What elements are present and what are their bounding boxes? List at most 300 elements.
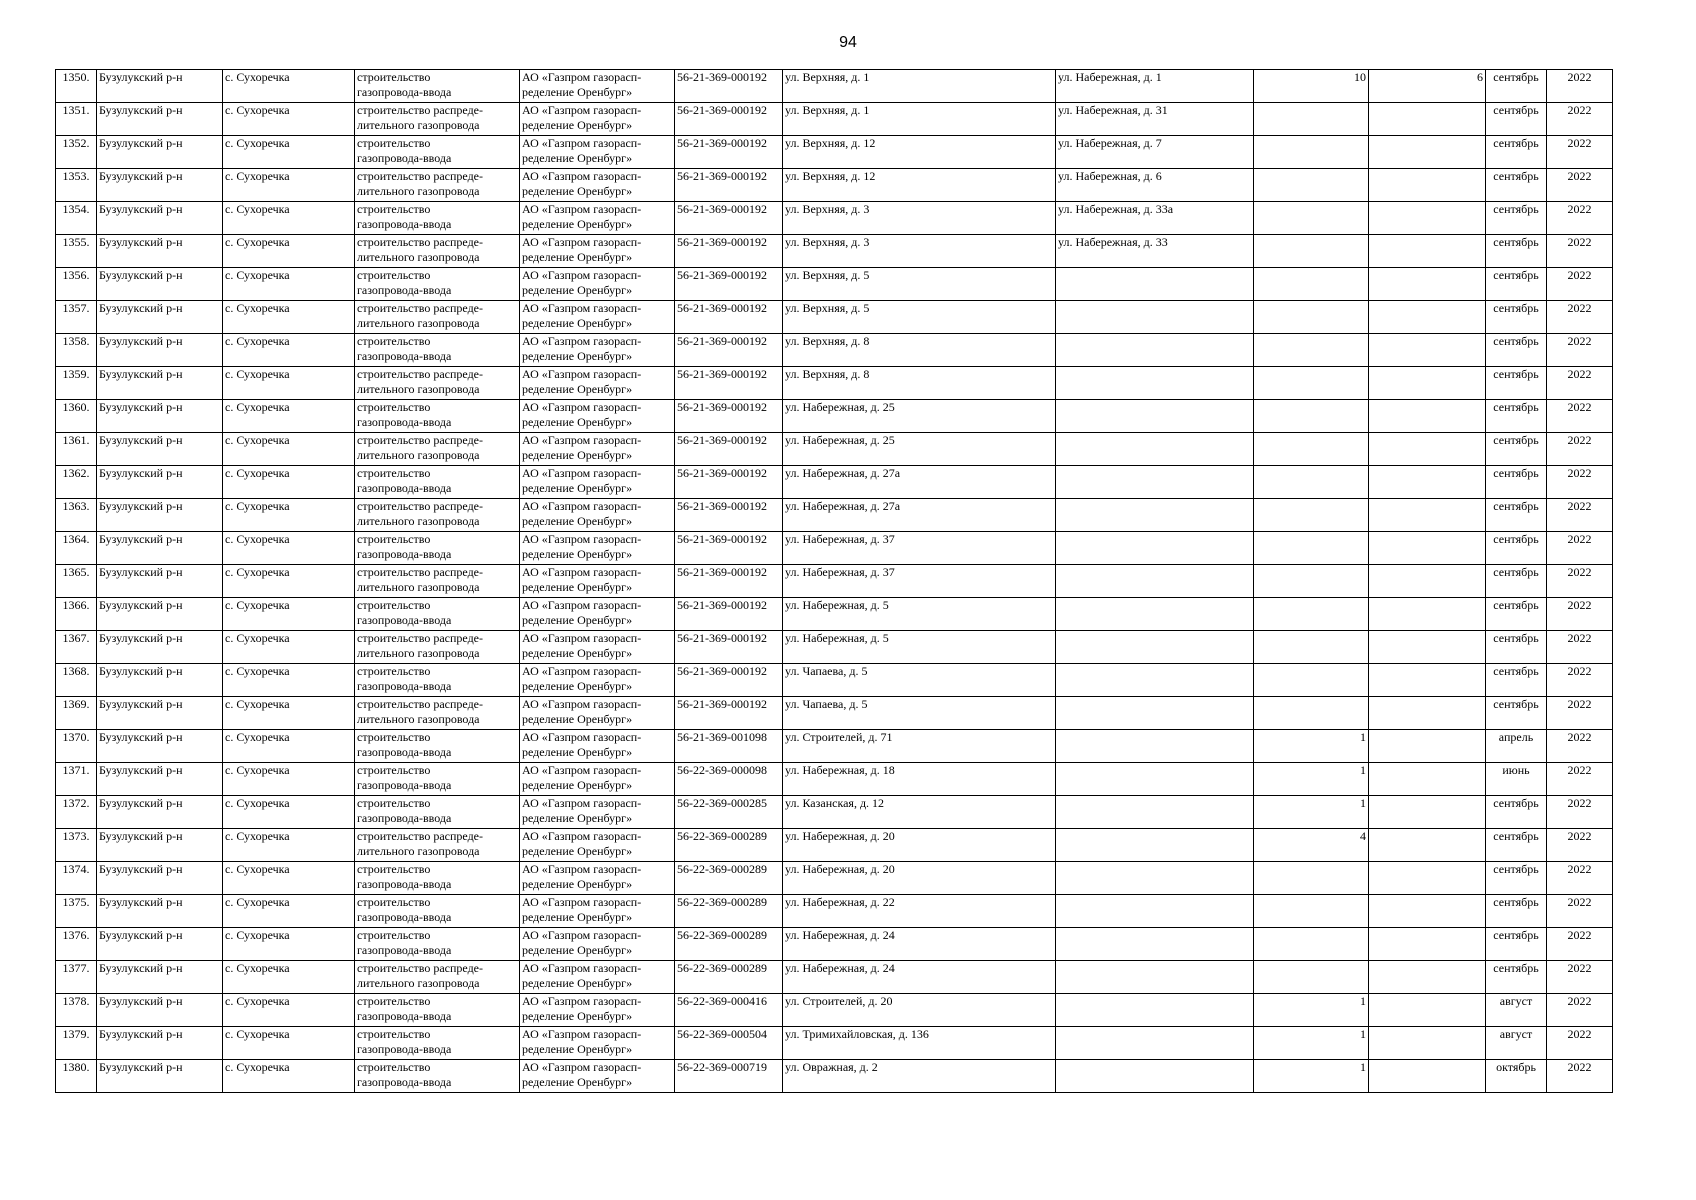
cell-object-code: 56-22-369-000289 (675, 928, 783, 961)
cell-object-code: 56-21-369-000192 (675, 301, 783, 334)
cell-organization-line: АО «Газпром газорасп- (522, 895, 642, 909)
cell-work-type (355, 532, 520, 565)
cell-year: 2022 (1547, 631, 1613, 664)
cell-quantity-1 (1254, 631, 1369, 664)
cell-district: Бузулукский р-н (97, 763, 223, 796)
table-row (56, 268, 1613, 301)
cell-village: с. Сухоречка (223, 763, 355, 796)
cell-row-number: 1357. (56, 301, 97, 334)
cell-organization-line: ределение Оренбург» (522, 316, 633, 330)
cell-organization (520, 103, 675, 136)
cell-row-number: 1372. (56, 796, 97, 829)
cell-work-type-line: строительство распреде- (357, 631, 483, 645)
cell-organization (520, 334, 675, 367)
cell-work-type (355, 70, 520, 103)
cell-organization-line: ределение Оренбург» (522, 118, 633, 132)
cell-district: Бузулукский р-н (97, 301, 223, 334)
cell-address: ул. Набережная, д. 5 (783, 631, 1056, 664)
cell-year: 2022 (1547, 598, 1613, 631)
cell-village: с. Сухоречка (223, 961, 355, 994)
cell-quantity-2 (1369, 697, 1486, 730)
cell-row-number: 1373. (56, 829, 97, 862)
cell-month: сентябрь (1486, 499, 1547, 532)
cell-work-type (355, 268, 520, 301)
cell-work-type (355, 334, 520, 367)
cell-quantity-1: 1 (1254, 1060, 1369, 1093)
cell-work-type (355, 895, 520, 928)
cell-row-number: 1352. (56, 136, 97, 169)
cell-work-type-line: строительство (357, 202, 431, 216)
cell-connected-address (1056, 895, 1254, 928)
cell-village: с. Сухоречка (223, 796, 355, 829)
cell-object-code: 56-22-369-000285 (675, 796, 783, 829)
cell-organization (520, 928, 675, 961)
cell-work-type-line: строительство (357, 532, 431, 546)
cell-village: с. Сухоречка (223, 598, 355, 631)
cell-work-type-line: газопровода-ввода (357, 151, 452, 165)
table-row (56, 532, 1613, 565)
cell-quantity-2 (1369, 466, 1486, 499)
cell-address: ул. Чапаева, д. 5 (783, 697, 1056, 730)
cell-connected-address (1056, 763, 1254, 796)
cell-district: Бузулукский р-н (97, 928, 223, 961)
cell-work-type-line: газопровода-ввода (357, 349, 452, 363)
cell-year: 2022 (1547, 532, 1613, 565)
cell-work-type-line: строительство (357, 136, 431, 150)
cell-district: Бузулукский р-н (97, 598, 223, 631)
cell-year: 2022 (1547, 433, 1613, 466)
cell-row-number: 1379. (56, 1027, 97, 1060)
cell-address: ул. Верхняя, д. 1 (783, 70, 1056, 103)
cell-work-type (355, 730, 520, 763)
cell-month: сентябрь (1486, 70, 1547, 103)
cell-object-code: 56-22-369-000289 (675, 895, 783, 928)
cell-village: с. Сухоречка (223, 1027, 355, 1060)
cell-quantity-1 (1254, 895, 1369, 928)
cell-district: Бузулукский р-н (97, 961, 223, 994)
cell-work-type-line: газопровода-ввода (357, 679, 452, 693)
cell-quantity-2 (1369, 268, 1486, 301)
cell-work-type (355, 466, 520, 499)
cell-organization-line: ределение Оренбург» (522, 811, 633, 825)
cell-work-type-line: строительство (357, 268, 431, 282)
cell-district: Бузулукский р-н (97, 1060, 223, 1093)
cell-organization-line: АО «Газпром газорасп- (522, 730, 642, 744)
cell-organization-line: ределение Оренбург» (522, 481, 633, 495)
cell-connected-address (1056, 730, 1254, 763)
cell-object-code: 56-21-369-000192 (675, 499, 783, 532)
cell-address: ул. Набережная, д. 24 (783, 961, 1056, 994)
cell-year: 2022 (1547, 1060, 1613, 1093)
cell-work-type-line: газопровода-ввода (357, 547, 452, 561)
cell-organization-line: АО «Газпром газорасп- (522, 994, 642, 1008)
cell-village: с. Сухоречка (223, 301, 355, 334)
cell-organization-line: ределение Оренбург» (522, 250, 633, 264)
cell-year: 2022 (1547, 301, 1613, 334)
cell-village: с. Сухоречка (223, 631, 355, 664)
cell-row-number: 1360. (56, 400, 97, 433)
cell-object-code: 56-22-369-000504 (675, 1027, 783, 1060)
cell-organization-line: ределение Оренбург» (522, 283, 633, 297)
cell-organization (520, 895, 675, 928)
cell-work-type (355, 565, 520, 598)
cell-work-type-line: строительство распреде- (357, 169, 483, 183)
cell-year: 2022 (1547, 1027, 1613, 1060)
table-row (56, 202, 1613, 235)
table-row (56, 433, 1613, 466)
cell-quantity-1 (1254, 928, 1369, 961)
cell-address: ул. Набережная, д. 5 (783, 598, 1056, 631)
table-row (56, 169, 1613, 202)
cell-quantity-1 (1254, 367, 1369, 400)
cell-quantity-2: 6 (1369, 70, 1486, 103)
cell-quantity-2 (1369, 895, 1486, 928)
cell-village: с. Сухоречка (223, 466, 355, 499)
cell-row-number: 1374. (56, 862, 97, 895)
cell-year: 2022 (1547, 70, 1613, 103)
cell-address: ул. Строителей, д. 20 (783, 994, 1056, 1027)
cell-work-type-line: лительного газопровода (357, 316, 480, 330)
cell-organization-line: ределение Оренбург» (522, 349, 633, 363)
cell-village: с. Сухоречка (223, 565, 355, 598)
table-row (56, 631, 1613, 664)
cell-work-type (355, 862, 520, 895)
cell-work-type-line: лительного газопровода (357, 250, 480, 264)
cell-quantity-1 (1254, 532, 1369, 565)
cell-organization-line: ределение Оренбург» (522, 613, 633, 627)
cell-village: с. Сухоречка (223, 994, 355, 1027)
cell-row-number: 1358. (56, 334, 97, 367)
cell-work-type-line: строительство (357, 928, 431, 942)
cell-work-type (355, 202, 520, 235)
cell-connected-address (1056, 268, 1254, 301)
cell-organization-line: АО «Газпром газорасп- (522, 763, 642, 777)
cell-quantity-1 (1254, 598, 1369, 631)
cell-connected-address (1056, 862, 1254, 895)
cell-address: ул. Верхняя, д. 8 (783, 334, 1056, 367)
cell-connected-address (1056, 565, 1254, 598)
cell-organization-line: АО «Газпром газорасп- (522, 202, 642, 216)
cell-quantity-1 (1254, 961, 1369, 994)
cell-work-type-line: лительного газопровода (357, 646, 480, 660)
cell-organization-line: АО «Газпром газорасп- (522, 961, 642, 975)
cell-work-type-line: строительство (357, 334, 431, 348)
cell-organization (520, 697, 675, 730)
cell-quantity-1 (1254, 268, 1369, 301)
cell-village: с. Сухоречка (223, 862, 355, 895)
cell-object-code: 56-21-369-000192 (675, 235, 783, 268)
cell-month: октябрь (1486, 1060, 1547, 1093)
cell-address: ул. Овражная, д. 2 (783, 1060, 1056, 1093)
cell-quantity-2 (1369, 961, 1486, 994)
cell-organization (520, 598, 675, 631)
table-row (56, 334, 1613, 367)
cell-connected-address (1056, 664, 1254, 697)
cell-work-type (355, 961, 520, 994)
cell-year: 2022 (1547, 730, 1613, 763)
cell-month: август (1486, 994, 1547, 1027)
cell-work-type-line: газопровода-ввода (357, 217, 452, 231)
cell-object-code: 56-21-369-000192 (675, 565, 783, 598)
cell-organization (520, 532, 675, 565)
cell-month: сентябрь (1486, 268, 1547, 301)
table-row (56, 862, 1613, 895)
cell-work-type-line: строительство (357, 895, 431, 909)
cell-year: 2022 (1547, 136, 1613, 169)
cell-organization-line: ределение Оренбург» (522, 943, 633, 957)
cell-organization-line: АО «Газпром газорасп- (522, 169, 642, 183)
cell-object-code: 56-21-369-000192 (675, 136, 783, 169)
cell-organization-line: ределение Оренбург» (522, 844, 633, 858)
cell-district: Бузулукский р-н (97, 367, 223, 400)
cell-quantity-2 (1369, 829, 1486, 862)
cell-work-type (355, 598, 520, 631)
cell-work-type-line: строительство распреде- (357, 829, 483, 843)
cell-address: ул. Верхняя, д. 1 (783, 103, 1056, 136)
cell-work-type-line: строительство (357, 994, 431, 1008)
cell-village: с. Сухоречка (223, 367, 355, 400)
table-row (56, 928, 1613, 961)
cell-organization-line: ределение Оренбург» (522, 778, 633, 792)
cell-quantity-1 (1254, 301, 1369, 334)
cell-organization (520, 961, 675, 994)
cell-quantity-1 (1254, 565, 1369, 598)
cell-row-number: 1361. (56, 433, 97, 466)
cell-work-type (355, 829, 520, 862)
cell-quantity-2 (1369, 763, 1486, 796)
cell-year: 2022 (1547, 400, 1613, 433)
cell-quantity-1: 1 (1254, 796, 1369, 829)
cell-month: сентябрь (1486, 664, 1547, 697)
cell-organization (520, 235, 675, 268)
cell-address: ул. Чапаева, д. 5 (783, 664, 1056, 697)
cell-year: 2022 (1547, 169, 1613, 202)
cell-village: с. Сухоречка (223, 136, 355, 169)
cell-district: Бузулукский р-н (97, 631, 223, 664)
cell-district: Бузулукский р-н (97, 895, 223, 928)
cell-work-type-line: газопровода-ввода (357, 283, 452, 297)
cell-work-type-line: строительство (357, 763, 431, 777)
cell-row-number: 1371. (56, 763, 97, 796)
cell-quantity-2 (1369, 202, 1486, 235)
table-row (56, 565, 1613, 598)
cell-work-type (355, 400, 520, 433)
table-row (56, 829, 1613, 862)
cell-connected-address (1056, 301, 1254, 334)
cell-month: сентябрь (1486, 103, 1547, 136)
cell-work-type-line: газопровода-ввода (357, 415, 452, 429)
cell-year: 2022 (1547, 103, 1613, 136)
cell-address: ул. Набережная, д. 37 (783, 532, 1056, 565)
cell-organization-line: ределение Оренбург» (522, 745, 633, 759)
cell-work-type-line: газопровода-ввода (357, 85, 452, 99)
table-row (56, 235, 1613, 268)
cell-object-code: 56-22-369-000719 (675, 1060, 783, 1093)
cell-address: ул. Верхняя, д. 3 (783, 202, 1056, 235)
cell-row-number: 1378. (56, 994, 97, 1027)
cell-quantity-1: 1 (1254, 730, 1369, 763)
cell-organization (520, 268, 675, 301)
cell-row-number: 1359. (56, 367, 97, 400)
cell-work-type-line: газопровода-ввода (357, 877, 452, 891)
cell-organization (520, 862, 675, 895)
cell-quantity-1: 1 (1254, 994, 1369, 1027)
cell-district: Бузулукский р-н (97, 664, 223, 697)
cell-row-number: 1353. (56, 169, 97, 202)
cell-quantity-2 (1369, 301, 1486, 334)
cell-year: 2022 (1547, 664, 1613, 697)
cell-organization-line: АО «Газпром газорасп- (522, 103, 642, 117)
cell-organization (520, 136, 675, 169)
cell-year: 2022 (1547, 268, 1613, 301)
cell-address: ул. Набережная, д. 24 (783, 928, 1056, 961)
cell-organization-line: ределение Оренбург» (522, 1009, 633, 1023)
cell-village: с. Сухоречка (223, 235, 355, 268)
cell-work-type-line: строительство распреде- (357, 433, 483, 447)
cell-village: с. Сухоречка (223, 70, 355, 103)
cell-month: сентябрь (1486, 466, 1547, 499)
cell-organization (520, 829, 675, 862)
cell-organization-line: ределение Оренбург» (522, 85, 633, 99)
cell-address: ул. Строителей, д. 71 (783, 730, 1056, 763)
cell-work-type (355, 433, 520, 466)
cell-organization-line: ределение Оренбург» (522, 976, 633, 990)
cell-month: сентябрь (1486, 565, 1547, 598)
cell-organization (520, 202, 675, 235)
cell-work-type-line: газопровода-ввода (357, 943, 452, 957)
cell-district: Бузулукский р-н (97, 862, 223, 895)
cell-work-type (355, 697, 520, 730)
cell-quantity-2 (1369, 730, 1486, 763)
cell-quantity-2 (1369, 136, 1486, 169)
cell-object-code: 56-21-369-001098 (675, 730, 783, 763)
cell-organization-line: ределение Оренбург» (522, 217, 633, 231)
cell-village: с. Сухоречка (223, 730, 355, 763)
cell-work-type-line: строительство (357, 664, 431, 678)
cell-village: с. Сухоречка (223, 499, 355, 532)
cell-organization-line: АО «Газпром газорасп- (522, 829, 642, 843)
cell-organization-line: ределение Оренбург» (522, 382, 633, 396)
cell-row-number: 1369. (56, 697, 97, 730)
cell-district: Бузулукский р-н (97, 565, 223, 598)
table-row (56, 664, 1613, 697)
table-row (56, 367, 1613, 400)
cell-month: сентябрь (1486, 928, 1547, 961)
cell-row-number: 1362. (56, 466, 97, 499)
cell-organization (520, 994, 675, 1027)
table-row (56, 994, 1613, 1027)
cell-work-type-line: лительного газопровода (357, 448, 480, 462)
cell-quantity-2 (1369, 1060, 1486, 1093)
cell-row-number: 1350. (56, 70, 97, 103)
cell-row-number: 1365. (56, 565, 97, 598)
cell-district: Бузулукский р-н (97, 1027, 223, 1060)
cell-district: Бузулукский р-н (97, 202, 223, 235)
cell-village: с. Сухоречка (223, 895, 355, 928)
cell-district: Бузулукский р-н (97, 466, 223, 499)
table-row (56, 895, 1613, 928)
cell-quantity-2 (1369, 103, 1486, 136)
cell-organization (520, 664, 675, 697)
cell-quantity-2 (1369, 1027, 1486, 1060)
cell-year: 2022 (1547, 235, 1613, 268)
cell-connected-address (1056, 433, 1254, 466)
cell-row-number: 1364. (56, 532, 97, 565)
cell-village: с. Сухоречка (223, 268, 355, 301)
cell-organization-line: АО «Газпром газорасп- (522, 301, 642, 315)
cell-work-type (355, 499, 520, 532)
cell-village: с. Сухоречка (223, 334, 355, 367)
cell-object-code: 56-22-369-000289 (675, 961, 783, 994)
cell-connected-address (1056, 1027, 1254, 1060)
cell-object-code: 56-21-369-000192 (675, 103, 783, 136)
cell-object-code: 56-21-369-000192 (675, 631, 783, 664)
cell-object-code: 56-22-369-000098 (675, 763, 783, 796)
cell-work-type-line: лительного газопровода (357, 514, 480, 528)
cell-quantity-1: 4 (1254, 829, 1369, 862)
cell-work-type-line: строительство (357, 1027, 431, 1041)
cell-object-code: 56-22-369-000416 (675, 994, 783, 1027)
cell-month: сентябрь (1486, 862, 1547, 895)
cell-organization-line: АО «Газпром газорасп- (522, 136, 642, 150)
cell-year: 2022 (1547, 763, 1613, 796)
cell-organization-line: ределение Оренбург» (522, 184, 633, 198)
cell-address: ул. Набережная, д. 20 (783, 862, 1056, 895)
cell-address: ул. Набережная, д. 20 (783, 829, 1056, 862)
cell-organization-line: АО «Газпром газорасп- (522, 367, 642, 381)
cell-year: 2022 (1547, 796, 1613, 829)
cell-month: сентябрь (1486, 532, 1547, 565)
table-row (56, 598, 1613, 631)
cell-organization-line: АО «Газпром газорасп- (522, 796, 642, 810)
cell-address: ул. Набережная, д. 25 (783, 433, 1056, 466)
cell-quantity-1 (1254, 235, 1369, 268)
cell-organization (520, 499, 675, 532)
cell-district: Бузулукский р-н (97, 169, 223, 202)
cell-work-type (355, 103, 520, 136)
cell-quantity-2 (1369, 400, 1486, 433)
cell-organization-line: ределение Оренбург» (522, 1042, 633, 1056)
cell-row-number: 1351. (56, 103, 97, 136)
cell-quantity-2 (1369, 664, 1486, 697)
cell-row-number: 1377. (56, 961, 97, 994)
cell-work-type-line: газопровода-ввода (357, 613, 452, 627)
cell-row-number: 1375. (56, 895, 97, 928)
cell-work-type-line: строительство (357, 466, 431, 480)
table-row (56, 136, 1613, 169)
cell-work-type-line: строительство (357, 598, 431, 612)
cell-district: Бузулукский р-н (97, 103, 223, 136)
cell-organization (520, 796, 675, 829)
cell-month: сентябрь (1486, 136, 1547, 169)
cell-organization (520, 631, 675, 664)
cell-connected-address (1056, 334, 1254, 367)
cell-organization (520, 433, 675, 466)
cell-object-code: 56-21-369-000192 (675, 169, 783, 202)
cell-organization (520, 169, 675, 202)
cell-work-type-line: лительного газопровода (357, 976, 480, 990)
cell-year: 2022 (1547, 697, 1613, 730)
cell-address: ул. Верхняя, д. 3 (783, 235, 1056, 268)
cell-work-type-line: лительного газопровода (357, 580, 480, 594)
cell-object-code: 56-22-369-000289 (675, 862, 783, 895)
cell-connected-address: ул. Набережная, д. 1 (1056, 70, 1254, 103)
cell-work-type-line: строительство распреде- (357, 697, 483, 711)
cell-organization-line: ределение Оренбург» (522, 712, 633, 726)
cell-organization-line: ределение Оренбург» (522, 151, 633, 165)
cell-address: ул. Набережная, д. 18 (783, 763, 1056, 796)
cell-work-type (355, 664, 520, 697)
